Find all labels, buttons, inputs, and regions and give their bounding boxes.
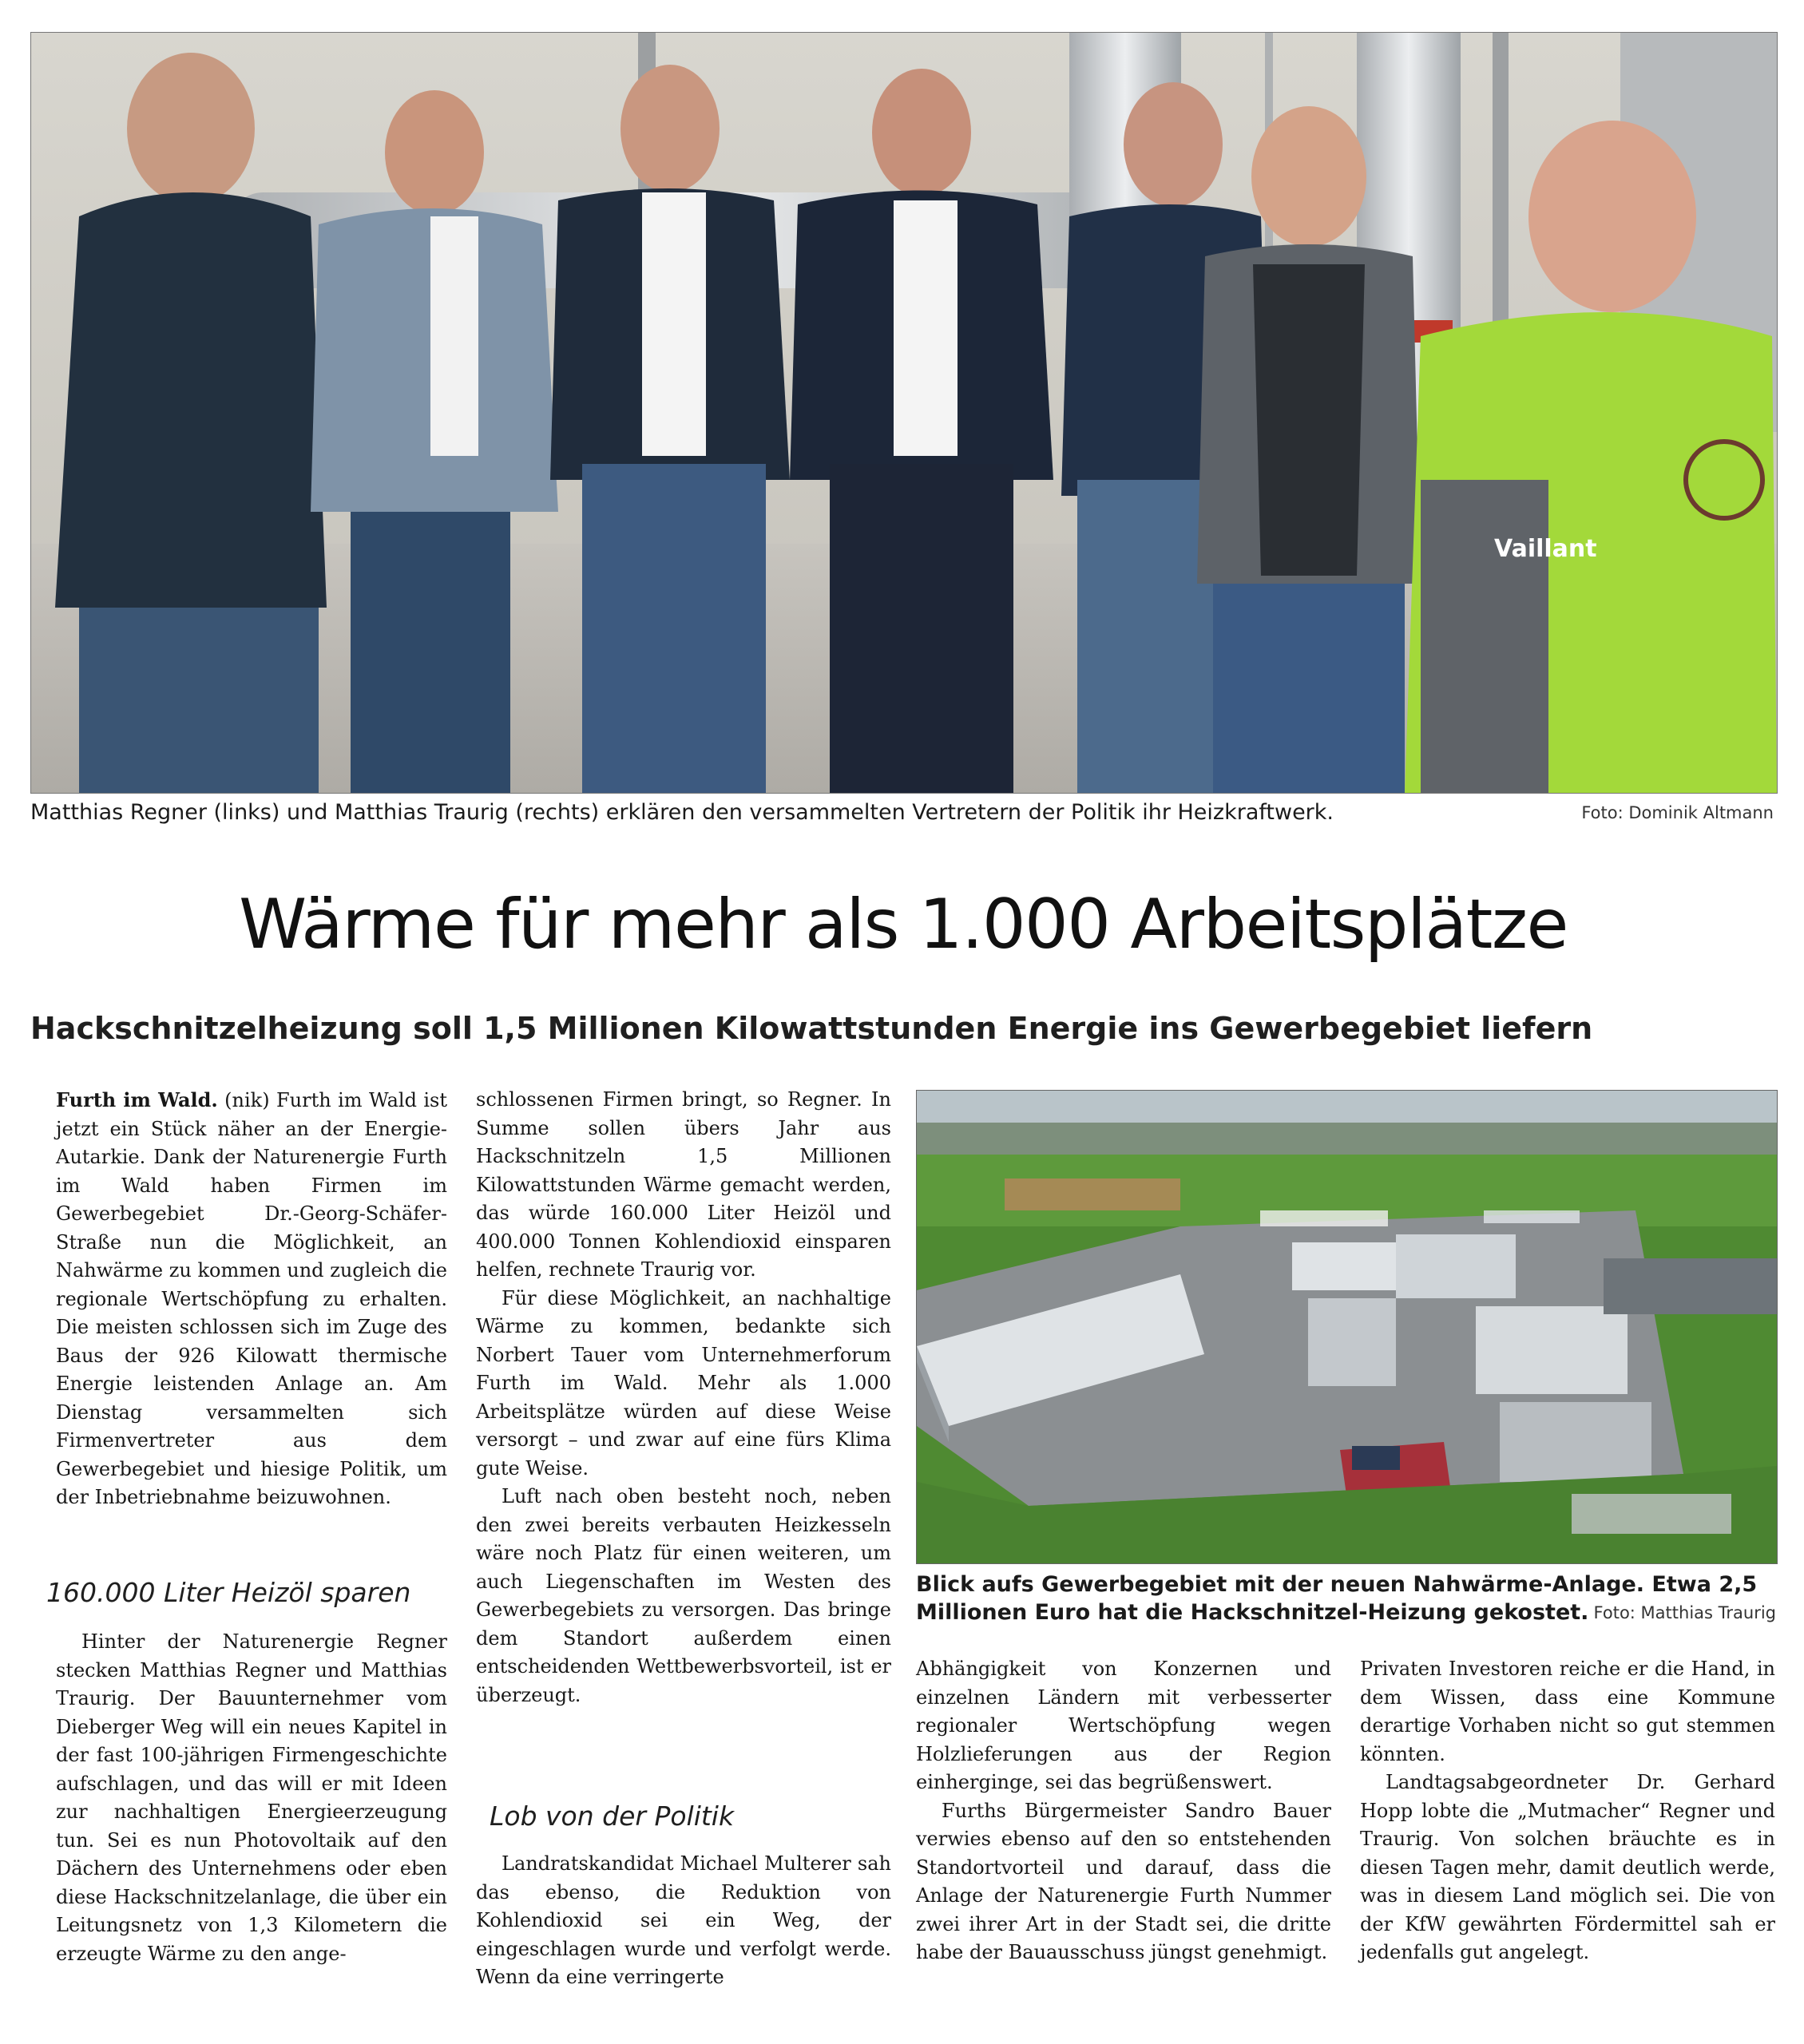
section-title-politik: Lob von der Politik (490, 1800, 735, 1832)
top-photo-image (31, 33, 1777, 793)
article-col1-paragraph-2: Hinter der Naturenergie Regner stecken Matthias Regner und Matthias Traurig. Der Bauunternehmer vom Dieberger Weg will ein neues Kapitel in der fast 100-jährigen Firmengeschichte aufschlagen, und das will er mit Ideen zur nachhaltigen Energieerzeugung tun. Sei es nun Photovoltaik auf den Dächern des Unternehmens oder eben diese Hackschnitzelanlage, die über ein Leitungsnetz von 1,3 Kilometern die erzeugte Wärme zu den ange- (56, 1630, 447, 1965)
article-col2-paragraph-4: Landratskandidat Michael Multerer sah das ebenso, die Reduktion von Kohlendioxid sei ein Weg, der eingeschlagen wurde und verfolgt werde. Wenn da eine verringerte (476, 1852, 891, 1988)
article-col3-paragraph-1: Abhängigkeit von Konzernen und einzelnen Ländern mit verbesserter regionaler Wertschöpfung wegen Holzlieferungen aus der Region einherginge, sei das begrüßenswert. (916, 1658, 1331, 1793)
article-column-2 (476, 1086, 891, 1804)
aerial-photo (916, 1090, 1778, 1564)
section-title-heizoel: 160.000 Liter Heizöl sparen (46, 1577, 411, 1608)
top-photo-caption: Matthias Regner (links) und Matthias Traurig (rechts) erklären den versammelten Vertretern der Politik ihr Heizkraftwerk. (30, 800, 1334, 825)
aerial-photo-caption: Blick aufs Gewerbegebiet mit der neuen Nahwärme-Anlage. Etwa 2,5 Millionen Euro hat die Hackschnitzel-Heizung gekostet. (916, 1572, 1758, 1625)
article-column-4 (1360, 1655, 1775, 2014)
shirt-logo: Vaillant (1494, 535, 1597, 563)
article-col3-paragraph-2: Furths Bürgermeister Sandro Bauer verwies ebenso auf den so entstehenden Standortvorteil und darauf, dass die Anlage der Naturenergie Furth Nummer zwei ihrer Art in der Stadt sei, die dritte habe der Bauausschuss jüngst genehmigt. (916, 1799, 1331, 1963)
aerial-photo-image (917, 1091, 1777, 1563)
top-photo-credit: Foto: Dominik Altmann (1581, 803, 1774, 822)
article-col2-paragraph-1: schlossenen Firmen bringt, so Regner. In Summe sollen übers Jahr aus Hackschnitzeln 1,5 Millionen Kilowattstunden Wärme gemacht werden, das würde 160.000 Liter Heizöl und 400.000 Tonnen Kohlendioxid einsparen helfen, rechnete Traurig vor. (476, 1088, 891, 1281)
article-col1-paragraph-1 (56, 1086, 447, 1512)
article-col2-paragraph-3: Luft nach oben besteht noch, neben den zwei bereits verbauten Heizkesseln wäre noch Platz für einen weiteren, um auch Liegenschaften im Westen des Gewerbegebiets zu versorgen. Das bringe dem Standort außerdem einen entscheidenden Wettbewerbsvorteil, ist er überzeugt. (476, 1485, 891, 1706)
article-column-1 (56, 1086, 447, 1549)
article-column-2-lower (476, 1850, 891, 2010)
subheadline: Hackschnitzelheizung soll 1,5 Millionen Kilowattstunden Energie ins Gewerbegebiet liefern (30, 1011, 1593, 1046)
aerial-photo-credit: Foto: Matthias Traurig (1593, 1603, 1776, 1622)
article-col1-text-1: (nik) Furth im Wald ist jetzt ein Stück näher an der Energie-Autarkie. Dank der Naturenergie Furth im Wald haben Firmen im Gewerbegebiet Dr.-Georg-Schäfer-Straße nun die Möglichkeit, an Nahwärme zu kommen und zugleich die regionale Wertschöpfung zu erhalten. Die meisten schlossen sich im Zuge des Baus der 926 Kilowatt thermische Energie leistenden Anlage an. Am Dienstag versammelten sich Firmenvertreter aus dem Gewerbegebiet und hiesige Politik, um der Inbetriebnahme beizuwohnen. (56, 1089, 447, 1508)
article-col2-paragraph-2: Für diese Möglichkeit, an nachhaltige Wärme zu kommen, bedankte sich Norbert Tauer vom Unternehmerforum Furth im Wald. Mehr als 1.000 Arbeitsplätze würden auf diese Weise versorgt – und zwar auf eine fürs Klima gute Weise. (476, 1286, 891, 1480)
headline: Wärme für mehr als 1.000 Arbeitsplätze (239, 885, 1568, 965)
article-col4-paragraph-1: Privaten Investoren reiche er die Hand, in dem Wissen, dass eine Kommune derartige Vorhaben nicht so gut stemmen könnten. (1360, 1658, 1775, 1765)
top-photo (30, 32, 1778, 794)
dateline: Furth im Wald. (56, 1088, 218, 1111)
article-column-3 (916, 1655, 1331, 2014)
article-column-1-lower (56, 1628, 447, 2011)
article-col4-paragraph-2: Landtagsabgeordneter Dr. Gerhard Hopp lobte die „Mutmacher“ Regner und Traurig. Von solchen bräuchte es in diesen Tagen mehr, damit deutlich werde, was in diesem Land möglich sei. Die von der KfW gewährten Fördermittel sah er jedenfalls gut angelegt. (1360, 1771, 1775, 1963)
